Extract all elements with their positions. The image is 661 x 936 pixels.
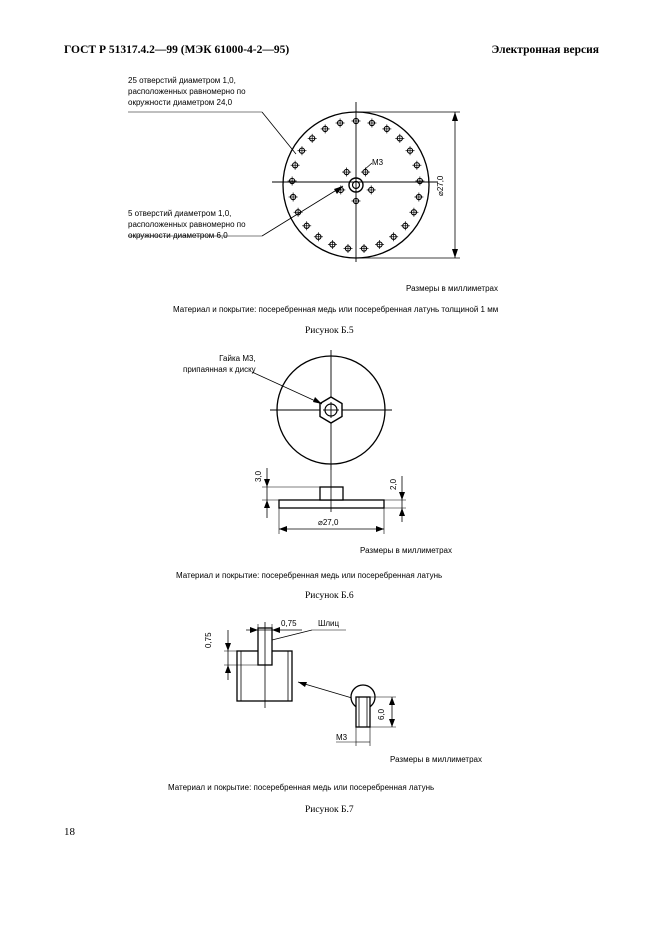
dim-length: 6,0	[377, 708, 386, 720]
callout-inner-line-1: 5 отверстий диаметром 1,0,	[128, 209, 232, 218]
slot-label: Шлиц	[318, 619, 340, 628]
thread-label-b7: М3	[336, 733, 348, 742]
callout-outer-line-1: 25 отверстий диаметром 1,0,	[128, 76, 236, 85]
material-note-b6: Материал и покрытие: посеребренная медь или посеребренная латунь	[176, 571, 443, 580]
dim-diameter-b6: ⌀27,0	[318, 518, 339, 527]
dim-nut-height: 3,0	[254, 470, 263, 482]
callout-inner-line-3: окружности диаметром 6,0	[128, 231, 228, 240]
caption-b5: Рисунок Б.5	[305, 326, 354, 336]
detail-arrow	[298, 682, 352, 698]
tip-stem	[356, 697, 370, 727]
material-note-b7: Материал и покрытие: посеребренная медь или посеребренная латунь	[168, 783, 435, 792]
material-note-b5: Материал и покрытие: посеребренная медь или посеребренная латунь толщиной 1 мм	[173, 305, 499, 314]
units-note-b6: Размеры в миллиметрах	[360, 546, 452, 555]
dim-diameter-b5: ⌀27,0	[436, 175, 445, 196]
standard-title: ГОСТ Р 51317.4.2—99 (МЭК 61000-4-2—95)	[64, 44, 290, 56]
callout-outer-line-3: окружности диаметром 24,0	[128, 98, 233, 107]
dim-thickness: 2,0	[389, 478, 398, 490]
dim-slot-width: 0,75	[281, 619, 297, 628]
callout-inner-line-2: расположенных равномерно по	[128, 220, 246, 229]
caption-b6: Рисунок Б.6	[305, 591, 354, 601]
units-note-b7: Размеры в миллиметрах	[390, 755, 482, 764]
units-note-b5: Размеры в миллиметрах	[406, 284, 498, 293]
caption-b7: Рисунок Б.7	[305, 805, 354, 815]
callout-nut-line-1: Гайка М3,	[219, 354, 256, 363]
edition-label: Электронная версия	[491, 44, 599, 56]
dim-slot-depth: 0,75	[204, 632, 213, 648]
thread-label-b5: М3	[372, 158, 384, 167]
page-number: 18	[64, 826, 75, 838]
callout-nut-line-2: припаянная к диску	[183, 365, 256, 374]
callout-outer-line-2: расположенных равномерно по	[128, 87, 246, 96]
